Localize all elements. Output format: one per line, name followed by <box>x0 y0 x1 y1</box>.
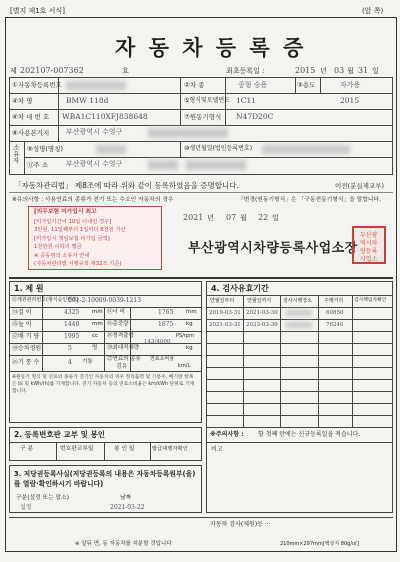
spec-fuel-value: 경유 <box>116 363 128 370</box>
warning-lead: ※유의사항 : 사용연료의 종류가 전기 또는 수소인 자동차의 경우 <box>12 197 174 203</box>
redacted-address-2 <box>186 160 246 170</box>
spec-power-label: ⑱정격출력 <box>107 333 134 339</box>
mortgage-row-label: 구분(설정 또는 말소) <box>16 495 70 501</box>
remark-label: 비고 <box>211 446 223 453</box>
owner-side-label: 소유자 <box>11 144 20 164</box>
inspection-header-from: 연월일부터 <box>210 298 235 304</box>
issue-month: 07 <box>226 213 237 222</box>
mortgage-row1-label: 설정 <box>20 504 32 511</box>
inspection-note-text: 항 첫째 란에는 신규등록일을 적습니다. <box>258 431 361 438</box>
plate-header-issue: 번호판교부일 <box>60 446 94 452</box>
first-reg-day-label: 일 <box>372 67 379 75</box>
notice-line-4: 1천만원 이하의 벌금 <box>34 244 82 250</box>
spec-width-value: 1765 <box>158 309 174 316</box>
mortgage-row-date-label: 날짜 <box>120 495 132 501</box>
inspection-row2-from: 2021-03-31 <box>209 322 241 328</box>
field-usage: ③용도 <box>297 81 316 89</box>
spec-fuel-label: ㉒연료의 종류 <box>107 356 141 362</box>
first-reg-label: 최초등록일 : <box>226 67 265 75</box>
plate-header-type: 구 분 <box>20 446 34 452</box>
svg-text:역시차: 역시차 <box>360 240 378 247</box>
mortgage-section-title: 3. 저당권등록사실(저당권등록의 내용은 자동차등록원부(을)를 열람·확인하시기 바랍니다) <box>14 470 196 489</box>
first-reg-month-label: 월 <box>347 67 354 75</box>
spec-gross-weight-value: 1875 <box>158 321 174 328</box>
spec-gross-weight-unit: kg <box>186 321 193 327</box>
plate-header-seal: 봉 인 일 <box>114 446 135 452</box>
address-value: 부산광역시 수영구 <box>66 160 123 168</box>
spec-height-unit: mm <box>92 321 103 327</box>
redacted-address-1 <box>148 160 178 170</box>
spec-displacement-label: ⑰배 기 량 <box>12 333 40 340</box>
first-reg-year: 2015 <box>295 66 316 75</box>
type-value: 1C11 <box>236 96 257 105</box>
model-name-value: BMW 118d <box>66 96 109 105</box>
footer-right: 210mm×297mm[백상지 80g/㎡] <box>280 541 359 547</box>
inspection-row1-to: 2021-03-30 <box>246 310 278 316</box>
base-location-value: 부산광역시 수영구 <box>66 128 123 136</box>
spec-height-value: 1440 <box>64 321 80 328</box>
spec-width-label: ⑭너 비 <box>107 309 125 315</box>
spec-max-load-label: ⑳최대적재량 <box>107 345 140 351</box>
spec-note: ※원동기 형식 및 연료의 종류가 전기인 자동차의 경우 정격출력 및 기통수, 배기량 항목은 ㎾ 및 kWh/(h)를 기재합니다. 전기 자동차 등의 연료소비율은 km/kWh 단위로 기재합니다. <box>12 375 195 394</box>
field-type-year: ⑤형식및모델연도 <box>184 97 230 104</box>
model-year-value: 2015 <box>340 96 360 105</box>
warning-lead-2: 『변경(원동기형식」은 「구동전동기형식」을 말합니다. <box>238 197 381 203</box>
field-vin: ⑥차 대 번 호 <box>12 113 50 121</box>
svg-text:부산광: 부산광 <box>360 232 378 239</box>
mortgage-row1-date: 2021-03-22 <box>110 504 145 511</box>
usage-value: 자가용 <box>340 81 361 89</box>
vin-value: WBA1C110XFJ838648 <box>62 112 148 121</box>
spec-section-title: 1. 제 원 <box>14 284 44 293</box>
redacted-base-location <box>148 128 228 138</box>
spec-seats-label: ⑲승차정원 <box>12 345 42 352</box>
spec-displacement-unit: cc <box>92 333 99 339</box>
inspection-row1-from: 2019-03-31 <box>209 310 241 316</box>
spec-seats-value: 5 <box>68 345 72 352</box>
spec-height-label: ⑮높 이 <box>12 321 32 328</box>
reg-no-value: 202107-007362 <box>20 66 84 75</box>
spec-width-unit: mm <box>186 309 197 315</box>
inspection-row1-mileage: 60850 <box>326 310 344 316</box>
inspection-row2-to: 2023-03-30 <box>246 322 278 328</box>
issue-day: 22 <box>258 213 269 222</box>
notice-line-5: ※ 공동명의 소유자 안내 <box>34 253 90 259</box>
notice-line-1: [미가입기간이 10일 이내인 경우] <box>34 219 112 225</box>
redacted-inspection-place-1 <box>286 310 312 316</box>
svg-text:사업소: 사업소 <box>360 256 378 262</box>
spec-gross-weight-label: ⑯총중량 <box>107 321 129 327</box>
certification-text: 「자동차관리법」 제8조에 따라 위와 같이 등록하였음을 증명합니다. <box>14 181 239 190</box>
spec-power-value: 143/4000 <box>144 339 171 345</box>
redacted-inspection-place-2 <box>286 322 312 328</box>
official-seal <box>352 226 386 264</box>
spec-length-unit: mm <box>92 309 103 315</box>
vehicle-type-value: 중형 승용 <box>238 81 268 89</box>
issue-day-label: 일 <box>272 214 279 222</box>
spec-length-value: 4325 <box>64 309 80 316</box>
spec-cylinders-unit: 기통 <box>82 359 93 365</box>
field-address: ⑪주 소 <box>27 161 49 169</box>
notice-title: [의무보험 미가입시 최고 <box>34 209 97 215</box>
inspection-header-mileage: 주행거리 <box>324 298 344 304</box>
spec-power-unit: PS/rpm <box>176 333 194 339</box>
inspection-section-title: 4. 검사유효기간 <box>211 284 269 293</box>
inspection-header-place: 검사시행장소 <box>283 298 312 304</box>
reg-no-label: 제 <box>10 67 17 75</box>
issue-year-label: 년 <box>207 214 214 222</box>
field-model-name: ④차 명 <box>12 97 33 105</box>
footer-left: 자동차 검사(제원)등 ··· <box>210 521 271 528</box>
inspection-row2-mileage: 76240 <box>326 322 344 328</box>
redacted-birthdate <box>262 145 350 154</box>
engine-type-value: N47D20C <box>236 112 274 121</box>
spec-displacement-value: 1995 <box>64 333 80 340</box>
field-vehicle-type: ②차 종 <box>184 81 205 89</box>
change-note: 이전(분실재교부) <box>335 182 385 190</box>
inspection-note-title: ※주의사항 : <box>210 431 244 438</box>
plate-section-title: 2. 등록번호판 교부 및 봉인 <box>14 430 105 439</box>
spec-max-load-unit: kg <box>186 345 193 351</box>
inspection-header-to: 연월일까지 <box>247 298 272 304</box>
spec-mgmt-no-label: ⑫제원관리번호(형식승인번호) <box>12 297 79 303</box>
field-owner-name: ⑨성명(명칭) <box>27 145 64 153</box>
redacted-reg-number <box>66 81 126 90</box>
field-reg-number: ①자동차등록번호 <box>12 81 62 89</box>
redacted-owner-name <box>96 145 126 154</box>
first-reg-month: 03 <box>334 66 345 75</box>
notice-line-3: [미가입시 책임보험 미가입 금액] <box>34 236 110 242</box>
reg-no-suffix: 호 <box>122 67 129 75</box>
issuer-name: 부산광역시차량등록사업소장 <box>188 241 358 256</box>
page-side: (앞 쪽) <box>362 7 384 15</box>
spec-length-label: ⑬길 이 <box>12 309 32 316</box>
first-reg-year-label: 년 <box>320 67 327 75</box>
spec-seats-unit: 명 <box>92 345 98 351</box>
issue-year: 2021 <box>183 213 204 222</box>
spec-fuel-efficiency-label: 연료소비율 <box>150 356 175 362</box>
form-number: [별지 제1호 서식] <box>10 7 65 15</box>
field-birthdate: ⑩생년월일(법인등록번호) <box>184 145 253 152</box>
spec-cylinders-label: ㉑기 통 수 <box>12 359 40 366</box>
spec-fuel-efficiency-unit: km/L <box>178 363 191 369</box>
plate-header-agent: 발급대행자확인 <box>152 446 188 452</box>
page-title: 자 동 차 등 록 증 <box>115 36 307 60</box>
inspection-header-officer: 검사책임자확인 <box>354 298 387 303</box>
spec-mgmt-no-value: 001-2-10009-0039-1213 <box>68 297 142 304</box>
first-reg-day: 31 <box>358 66 369 75</box>
field-engine-type: ⑦원동기형식 <box>184 113 222 121</box>
spec-cylinders-value: 4 <box>68 359 72 366</box>
footer-middle: ※ 앞뒤 면, 동 자동차를 처분할 것입니다 <box>75 541 172 547</box>
notice-line-2: 3만원, 11일째부터 1일마다 8천원 가산 <box>34 227 126 233</box>
field-base-location: ⑧사용본거지 <box>12 129 50 137</box>
issue-month-label: 월 <box>240 214 247 222</box>
notice-line-6: (자동차관리법 시행규칙 제32조 기준) <box>34 261 122 267</box>
svg-text:량등록: 량등록 <box>360 248 378 255</box>
